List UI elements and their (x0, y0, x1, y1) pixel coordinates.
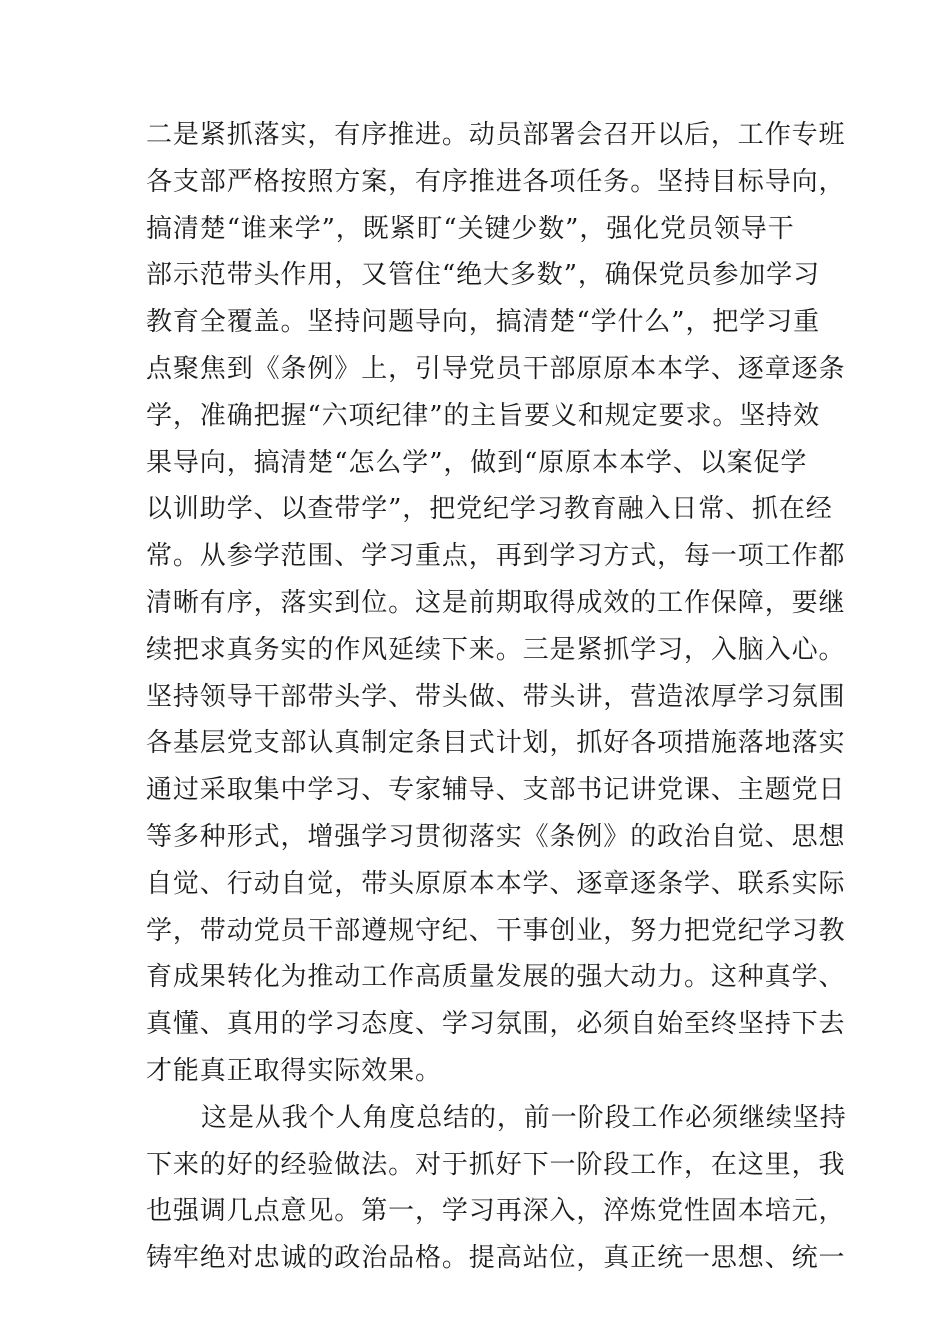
text-line: 学，带动党员干部遵规守纪、干事创业，努力把党纪学习教 (146, 915, 846, 946)
text-line: 点聚焦到《条例》上，引导党员干部原原本本学、逐章逐条 (146, 353, 846, 384)
paragraph-1 (146, 112, 846, 1095)
text-line: 坚持领导干部带头学、带头做、带头讲，营造浓厚学习氛围 (146, 681, 846, 712)
text-line: 续把求真务实的作风延续下来。三是紧抓学习，入脑入心。 (146, 634, 846, 665)
text-line: 育成果转化为推动工作高质量发展的强大动力。这种真学、 (146, 962, 846, 993)
text-line: 二是紧抓落实，有序推进。动员部署会召开以后，工作专班 (146, 120, 846, 150)
body-text (146, 112, 847, 1282)
paragraph-2 (146, 1095, 847, 1282)
text-line: 这是从我个人角度总结的，前一阶段工作必须继续坚持 (201, 1102, 847, 1133)
text-line: 部示范带头作用，又管住“绝大多数”，确保党员参加学习 (146, 260, 820, 291)
text-line: 真懂、真用的学习态度、学习氛围，必须自始至终坚持下去 (146, 1009, 846, 1040)
text-line: 自觉、行动自觉，带头原原本本学、逐章逐条学、联系实际 (146, 868, 846, 899)
text-line: 下来的好的经验做法。对于抓好下一阶段工作，在这里，我 (146, 1149, 846, 1180)
text-line: 等多种形式，增强学习贯彻落实《条例》的政治自觉、思想 (146, 821, 846, 852)
text-line: 果导向，搞清楚“怎么学”，做到“原原本本学、以案促学 (146, 447, 808, 478)
text-line: 以训助学、以查带学”，把党纪学习教育融入日常、抓在经 (146, 494, 833, 525)
text-line: 也强调几点意见。第一，学习再深入，淬炼党性固本培元， (146, 1196, 846, 1227)
text-line: 各基层党支部认真制定条目式计划，抓好各项措施落地落实 (146, 728, 846, 759)
text-line: 才能真正取得实际效果。 (146, 1055, 442, 1086)
text-line: 铸牢绝对忠诚的政治品格。提高站位，真正统一思想、统一 (146, 1243, 846, 1274)
text-line: 通过采取集中学习、专家辅导、支部书记讲党课、主题党日 (146, 775, 846, 806)
text-line: 学，准确把握“六项纪律”的主旨要义和规定要求。坚持效 (146, 400, 820, 431)
text-line: 清晰有序，落实到位。这是前期取得成效的工作保障，要继 (146, 587, 846, 618)
text-line: 各支部严格按照方案，有序推进各项任务。坚持目标导向， (146, 166, 846, 197)
text-line: 教育全覆盖。坚持问题导向，搞清楚“学什么”，把学习重 (146, 307, 820, 338)
text-line: 常。从参学范围、学习重点，再到学习方式，每一项工作都 (146, 541, 846, 572)
text-line: 搞清楚“谁来学”，既紧盯“关键少数”，强化党员领导干 (146, 213, 795, 244)
